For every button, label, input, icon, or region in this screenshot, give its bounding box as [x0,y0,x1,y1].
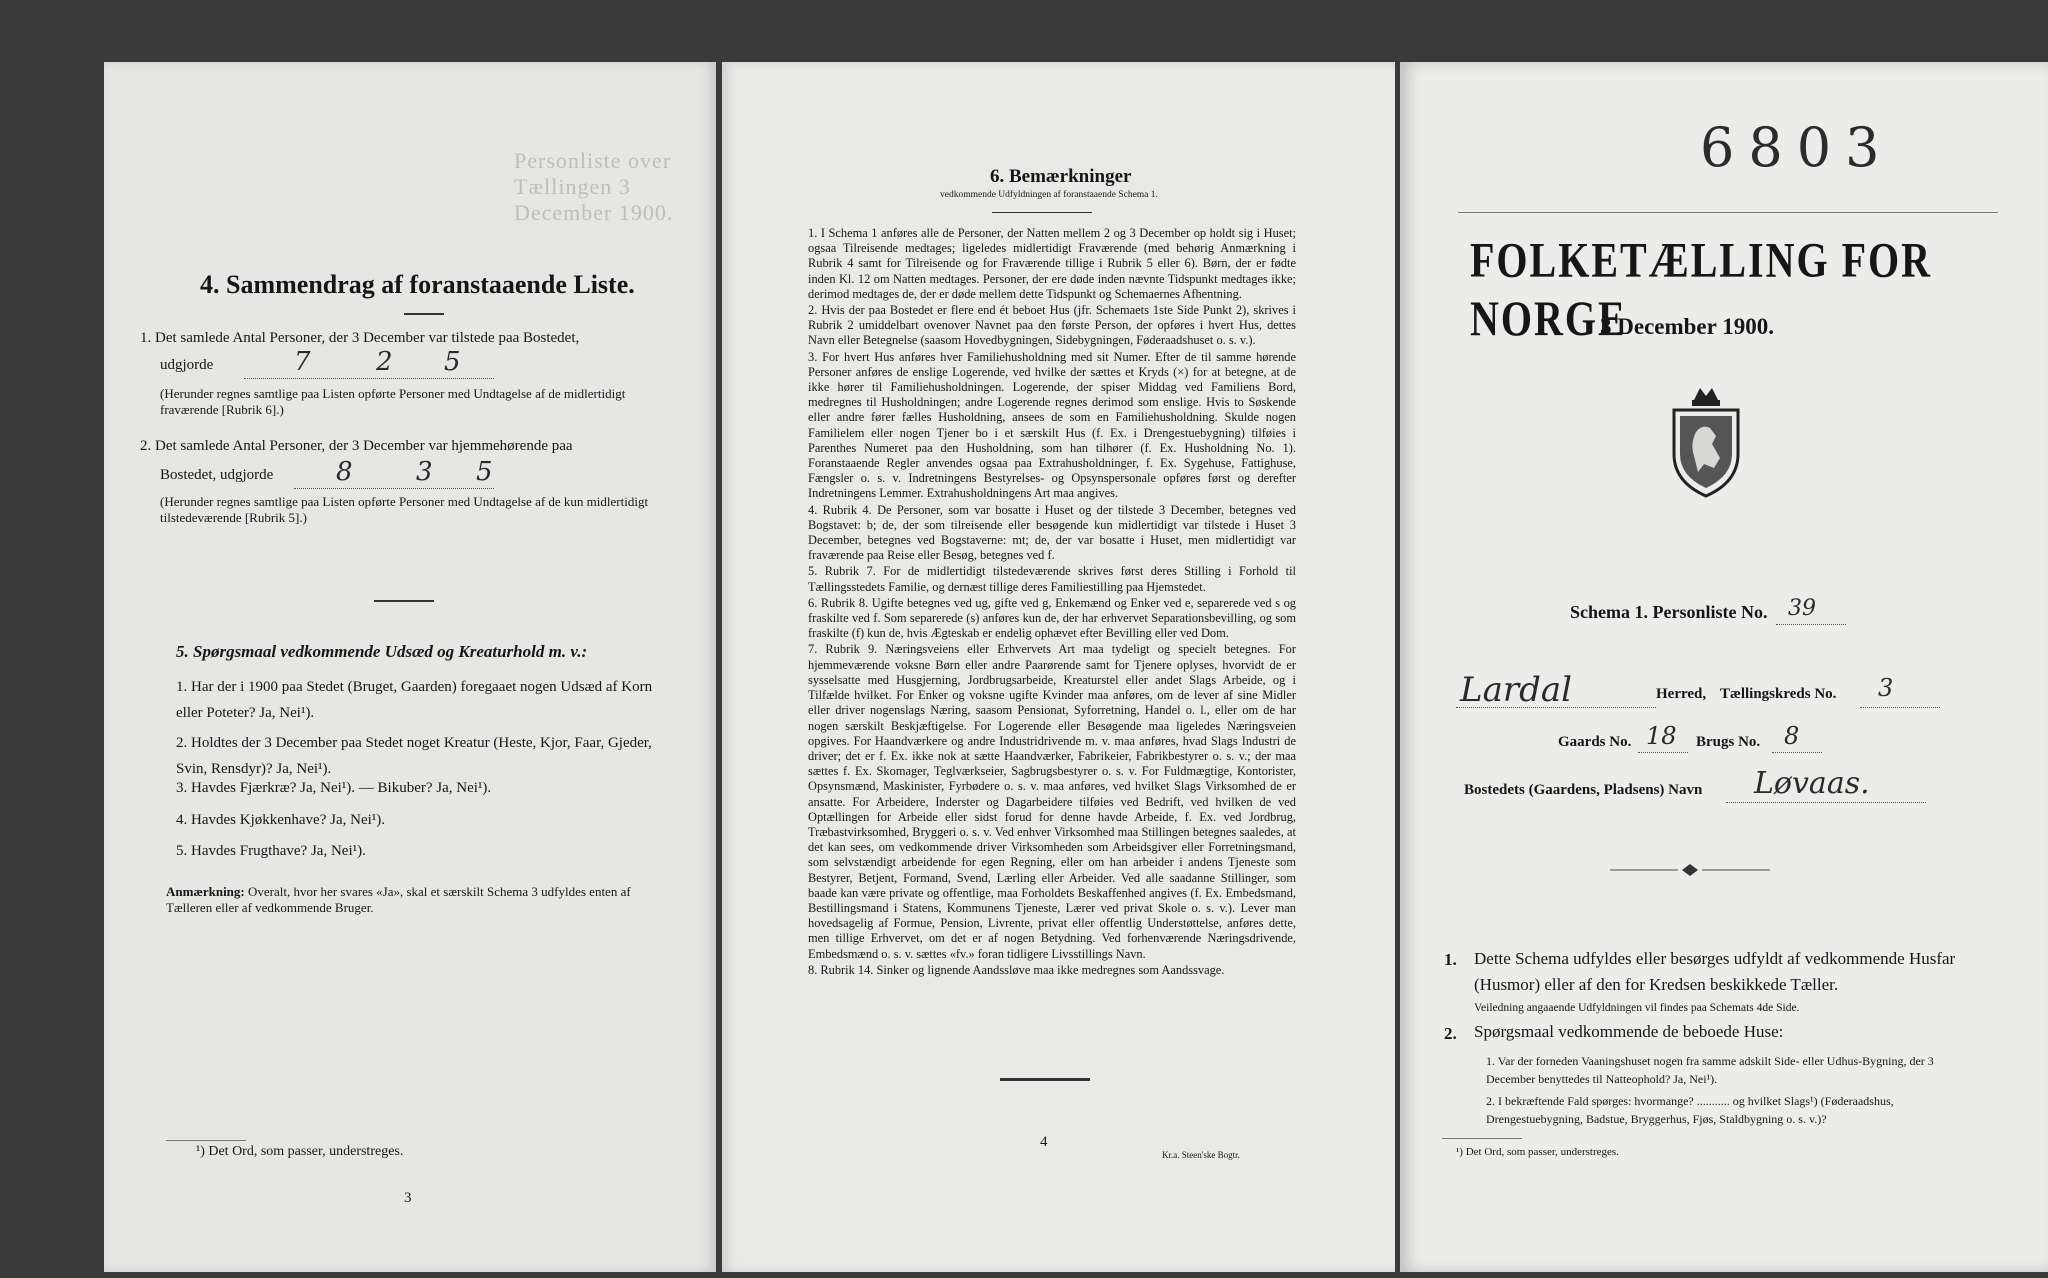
item2-sub1: 1. Var der forneden Vaaningshuset nogen fra samme adskilt Side- eller Udhus-Bygning, der 3 December benyttedes til Natteophold? Ja, Nei¹). [1486,1054,1934,1086]
remark-3: 3. For hvert Hus anføres hver Familiehusholdning med sit Numer. Efter de til samme hørende Personer anføres de enslige Logerende, ved hvilke der sættes et Kryds (×) for at betegne, at de ikke hører til Familiehusholdningen. Logerende, der spiser Middag ved Familiens Bord, medregnes til Husholdningen; andre Logerende regnes derimod som enslige. Hvis to Søskende eller andre fører fælles Husholdning, ansees de som en Familiehusholdning. Skulde nogen Familielem eller nogen Tjener bo i et særskilt Hus (f. Ex. i Drengestuebygning) tilføies i Parenthes Numeret paa den Husholdning, som han tilhører (f. Ex. Husholdning No. 1). Foranstaaende Regler anvendes ogsaa paa Extrahusholdninger, f. Ex. Sygehuse, Fattighuse, Fængsler o. s. v. Indretningens Bestyrelses- og Opsynspersonale opføres først og derefter Indretningens Lemmer. Extrahusholdningens Art maa angives. [808,349,1296,501]
s5-item-2: 2. Holdtes der 3 December paa Stedet noget Kreatur (Heste, Kjor, Faar, Gjeder, Svin, Rensdyr)? Ja, Nei¹). [176,735,652,777]
anmerkning [166,884,656,916]
bleed-through-text: Personliste over Tællingen 3 December 1900. [514,148,674,225]
q1-label: udgjorde [160,357,214,373]
q1-line: 1. Det samlede Antal Personer, der 3 December var tilstede paa Bostedet, [140,330,580,346]
schema-no[interactable]: 39 [1788,596,1816,621]
footnote-rule [166,1140,246,1141]
census-title: FOLKETÆLLING FOR NORGE [1470,231,1933,347]
item2-text: Spørgsmaal vedkommende de beboede Huse: [1474,1022,1784,1041]
q1-dotted [244,378,494,379]
remark-2: 2. Hvis der paa Bostedet er flere end ét beboet Hus (jfr. Schemaets 1ste Side Punkt 2), skrives i Rubrik 2 umiddelbart ovenover Navnet paa den første Person, der opføres i hvert Hus, dettes Navn eller Betegnelse (saasom Hovedbygningen, Sidebygningen, Føderaadshuset o. s. v.). [808,303,1296,348]
schema-label: Schema 1. Personliste No. [1570,602,1768,622]
title-top-rule [1458,212,1998,213]
brugs-dotted [1772,752,1822,753]
bottom-rule [1000,1078,1090,1081]
brugs-value[interactable]: 8 [1784,722,1800,750]
section4-title: 4. Sammendrag af foranstaaende Liste. [200,270,635,299]
ornament-divider [1610,862,1770,878]
herred-value[interactable]: Lardal [1460,670,1573,710]
item2-sub2: 2. I bekræftende Fald spørges: hvormange? ........... og hvilket Slags¹) (Føderaadshus, Drengestuebygning, Badstue, Bryggerhus, Fjøs, Staldbygning o. s. v.)? [1486,1094,1894,1126]
q2-dotted [294,488,494,489]
footnote-rule [1442,1138,1522,1139]
kreds-value[interactable]: 3 [1878,674,1894,702]
page-number: 4 [1040,1134,1048,1150]
kreds-label: Tællingskreds No. [1720,686,1837,702]
census-date: 3 December 1900. [1600,314,1774,339]
remark-7: 7. Rubrik 9. Næringsveiens eller Erhvervets Art maa tydeligt og specielt betegnes. For hjemmeværende voksne Børn eller andre Paarørende samt for Tjenere oplyses, hvorvidt de er sysselsatte med Husgjerning, Jordbrugsarbeide, Kreaturstel eller andet Slags Arbeide, og i Tilfælde hvilket. For Enker og voksne ugifte Kvinder maa anføres, om de lever af sine Midler eller driver nogenslags Næring, saasom Pensionat, Syforretning, Handel o. l., eller om de har nogen særskilt Beskjæftigelse. For Logerende eller Besøgende maa ligeledes Næringsveien opgives. For Haandværkere og andre Industridrivende m. v. maa anføres, hvad Slags Industri de driver; det er f. Ex. ikke nok at sætte Haandværker, Fabrikeier, Fabrikbestyrer o. s. v.; der maa sættes f. Ex. Skomager, Teglværkseier, Sagbrugsbestyrer o. s. v. For Fuldmægtige, Kontorister, Opsynsmænd, Maskinister, Fyrbødere o. s. v. maa anføres, ved hvilket Slags Virksomhed de er ansatte. For Arbeidere, Inderster og Dagarbeidere tilføies ved Bedrift, ved hvilken de ved Optællingen for Arbeide eller sidst forud for denne havde Arbeide, f. Ex. ved Jordbrug, Træbastvirksomhed, Bryggeri o. s. v. Ved enhver Virksomhed maa Stillingen betegnes saaledes, at det kan sees, om vedkommende driver Virksomheden som Arbeidsgiver eller Forretningsmand, som selvstændigt arbeidende for egen Regning, eller om han arbeider i andens Tjeneste som Bestyrer, Betjent, Formand, Svend, Lærling eller Arbeider. Ved alle saadanne Stillinger, som baade kan være private og offentlige, maa Forholdets Beskaffenhed angives (f. Ex. Embedsmand, Bestillingsmand i Statens, Kommunens Tjeneste, Lærer ved privat Skole o. s. v.). Lever man hovedsagelig af Formue, Pension, Livrente, privat eller offentlig Understøttelse, anføres dette, men tillige Erhvervet, om det er af nogen Betydning. Ved forhenværende Næringsdrivende, Embedsmænd o. s. v. sættes «fv.» foran tidligere Livsstillings Navn. [808,642,1296,961]
brugs-label: Brugs No. [1696,734,1761,750]
q1-note: (Herunder regnes samtlige paa Listen opførte Personer med Undtagelse af de midlertidigt fraværende [Rubrik 6].) [160,386,626,417]
bosted-label: Bostedets (Gaardens, Pladsens) Navn [1464,782,1703,798]
remark-1: 1. I Schema 1 anføres alle de Personer, der Natten mellem 2 og 3 December op holdt sig i Huset; ogsaa Tilreisende medtages; ligeledes midlertidigt Fraværende (med behørig Anmærkning i Rubrik 4 samt for Tilreisende og for Fraværende tillige i Rubrik 5 eller 6). Børn, der er fødte inden Kl. 12 om Natten medtages. Personer, der ere døde inden nævnte Tidspunkt medtages ikke; derimod medtages de, der er døde mellem dette Tidspunkt og Schemaernes Afhentning. [808,226,1296,301]
q2-value-female: 5 [476,457,493,487]
q2-label: Bostedet, udgjorde [160,467,274,483]
remarks-list [808,226,1296,979]
gaards-dotted [1638,752,1688,753]
page-number: 3 [404,1190,412,1206]
anmerkning-text: Overalt, hvor her svares «Ja», skal et særskilt Schema 3 udfyldes enten af Tælleren eller af vedkommende Bruger. [166,884,631,915]
q2-line: 2. Det samlede Antal Personer, der 3 December var hjemmehørende paa [140,438,573,454]
remark-5: 5. Rubrik 7. For de midlertidigt tilstedeværende skrives først deres Stilling i Forhold til Tællingsstedets Familie, og dernæst tillige deres Familiestilling paa Hjemstedet. [808,564,1296,594]
schema-dotted [1776,624,1846,625]
remark-4: 4. Rubrik 4. De Personer, som var bosatte i Huset og der tilstede 3 December, betegnes ved Bogstavet: b; de, der som tilreisende eller besøgende kun midlertidigt var tilstede i Huset 3 December, betegnes ved Bogstaverne: mt; de, der var bosatte i Huset, men midlertidigt var fraværende paa Reise eller Besøg, betegnes ved f. [808,502,1296,563]
remark-8: 8. Rubrik 14. Sinker og lignende Aandssløve maa ikke medregnes som Aandssvage. [808,962,1225,977]
section5-title: 5. Spørgsmaal vedkommende Udsæd og Kreaturhold m. v.: [176,642,588,661]
q2-value-total: 8 [336,457,353,487]
footnote: ¹) Det Ord, som passer, understreges. [1456,1146,1619,1158]
q1-value-total: 7 [294,347,311,377]
footnote: ¹) Det Ord, som passer, understreges. [196,1144,404,1159]
anmerkning-label: Anmærkning: [166,884,245,899]
right-page [1400,62,2048,1272]
remarks-rule [992,212,1092,213]
section-divider [374,600,434,602]
left-page [104,62,716,1272]
gaards-value[interactable]: 18 [1646,722,1677,750]
item2-num: 2. [1444,1024,1457,1043]
q1-value-female: 5 [444,347,461,377]
kreds-dotted [1860,707,1940,708]
remark-6: 6. Rubrik 8. Ugifte betegnes ved ug, gifte ved g, Enkemænd og Enker ved e, separerede ved s og fraskilte ved f. Som separerede (s) anføres kun de, der har erhvervet Separationsbevilling, og som fraskilte (f) kun de, hvis Ægteskab er endelig ophævet efter Bevilling eller ved Dom. [808,595,1296,641]
middle-page [722,62,1395,1272]
coat-of-arms-icon [1656,382,1756,502]
item1-note: Veiledning angaaende Udfyldningen vil findes paa Schemats 4de Side. [1474,1002,1800,1014]
q2-value-male: 3 [416,457,433,487]
item1-num: 1. [1444,950,1457,969]
herred-dotted [1456,707,1656,708]
title-rule [404,313,444,315]
s5-item-3: 3. Havdes Fjærkræ? Ja, Nei¹). — Bikuber? Ja, Nei¹). [176,780,492,796]
herred-label: Herred, [1656,686,1707,702]
s5-item-4: 4. Havdes Kjøkkenhave? Ja, Nei¹). [176,812,386,828]
printer-credit: Kr.a. Steen'ske Bogtr. [1162,1150,1240,1160]
archive-stamp-number: 6803 [1700,116,1894,179]
bosted-dotted [1726,802,1926,803]
remarks-subtitle: vedkommende Udfyldningen af foranstaaende Schema 1. [940,190,1158,200]
s5-item-5: 5. Havdes Frugthave? Ja, Nei¹). [176,843,366,859]
q1-value-male: 2 [376,347,393,377]
bosted-value[interactable]: Løvaas. [1754,766,1870,801]
item1-text: Dette Schema udfyldes eller besørges udfyldt af vedkommende Husfar (Husmor) eller af den for Kredsen beskikkede Tæller. [1474,949,1956,994]
q2-note: (Herunder regnes samtlige paa Listen opførte Personer med Undtagelse af de kun midlertidigt tilstedeværende [Rubrik 5].) [160,494,649,525]
remarks-title: 6. Bemærkninger [990,166,1132,187]
s5-item-1: 1. Har der i 1900 paa Stedet (Bruget, Gaarden) foregaaet nogen Udsæd af Korn eller Poteter? Ja, Nei¹). [176,679,653,721]
gaards-label: Gaards No. [1558,734,1632,750]
